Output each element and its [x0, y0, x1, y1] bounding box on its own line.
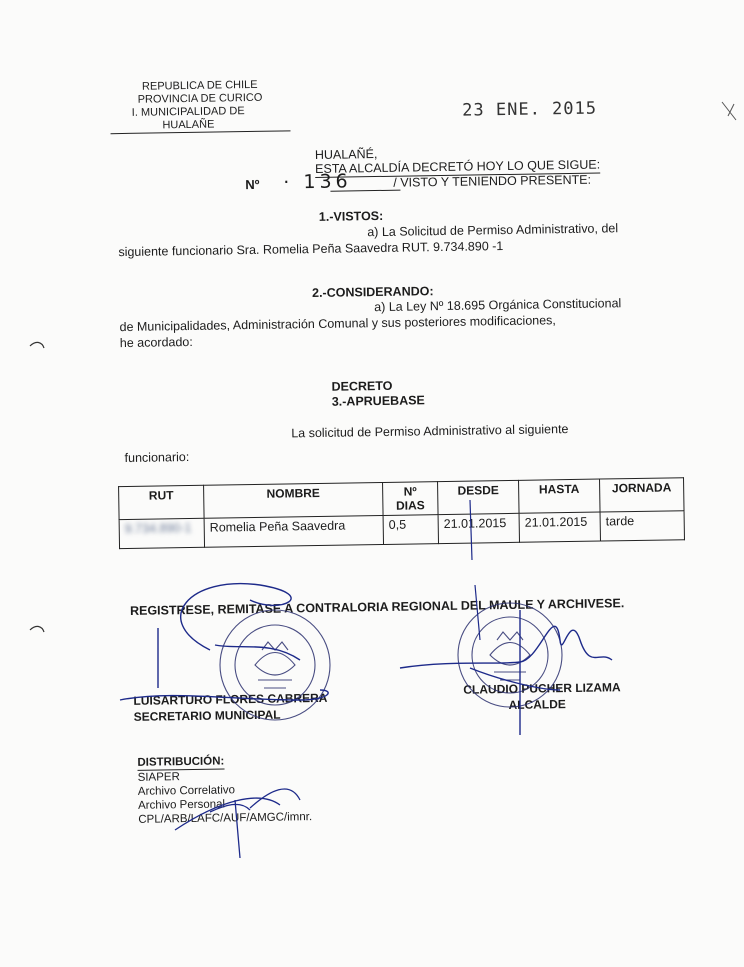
considerando-line3: he acordado: — [119, 334, 193, 351]
decreto-subtitle: 3.-APRUEBASE — [331, 393, 425, 409]
punch-mark-icon — [30, 342, 44, 348]
vistos-line1: a) La Solicitud de Permiso Administrativo, del — [367, 221, 619, 240]
initials-signature-icon — [175, 789, 300, 858]
letterhead-republic: REPUBLICA DE CHILE — [141, 78, 258, 93]
date-stamp: 23 ENE. 2015 — [462, 98, 598, 121]
right-signatory-name: CLAUDIO PUCHER LIZAMA — [463, 680, 621, 697]
vistos-line2: siguiente funcionario Sra. Romelia Peña Saavedra RUT. 9.734.890 -1 — [118, 239, 504, 260]
left-signature-icon — [120, 584, 328, 700]
pen-mark-icon — [470, 500, 480, 640]
right-signatory-title: ALCALDE — [508, 697, 566, 713]
letterhead-municipality: I. MUNICIPALIDAD DE HUALAÑE — [110, 104, 290, 134]
decreto-line2: funcionario: — [124, 449, 190, 466]
cell-desde: 21.01.2015 — [438, 513, 519, 543]
city-line: HUALAÑÉ, — [314, 147, 378, 162]
vistos-title: 1.-VISTOS: — [318, 208, 384, 224]
considerando-title: 2.-CONSIDERANDO: — [311, 284, 434, 301]
decree-number-prefix: Nº — [245, 176, 260, 193]
distribucion-item: SIAPER — [137, 771, 180, 784]
distribucion-item: Archivo Personal — [137, 798, 226, 812]
cell-nombre: Romelia Peña Saavedra — [204, 515, 383, 547]
left-signatory-title: SECRETARIO MUNICIPAL — [133, 707, 281, 724]
col-header-hasta: HASTA — [519, 479, 601, 513]
col-header-desde: DESDE — [438, 480, 520, 514]
distribucion-item: Archivo Correlativo — [137, 784, 236, 798]
considerando-line2: de Municipalidades, Administración Comunal y sus posteriores modificaciones, — [119, 313, 556, 335]
visto-line: / VISTO Y TENIENDO PRESENTE: — [393, 172, 592, 190]
col-header-nombre: NOMBRE — [204, 482, 383, 518]
left-signatory-name: LUISARTURO FLORES CABRERA — [133, 690, 328, 708]
closing-line: REGISTRESE, REMITASE A CONTRALORIA REGIONAL DEL MAULE Y ARCHIVESE. — [129, 596, 625, 618]
considerando-line1: a) La Ley Nº 18.695 Orgánica Constitucional — [374, 296, 622, 315]
distribucion-title: DISTRIBUCIÓN: — [137, 755, 225, 769]
col-header-dias: Nº DIAS — [383, 482, 439, 516]
punch-mark-icon — [30, 626, 44, 632]
municipal-seal-left-icon — [220, 610, 330, 720]
cell-dias: 0,5 — [383, 515, 438, 545]
col-header-rut: RUT — [119, 485, 205, 519]
cell-rut-redacted: 9.734.890-1 — [124, 520, 192, 537]
alcaldia-line: ESTA ALCALDÍA DECRETÓ HOY LO QUE SIGUE: — [314, 157, 601, 176]
letterhead-province: PROVINCIA DE CURICO — [137, 91, 263, 106]
municipal-seal-right-icon — [458, 603, 562, 707]
distribucion-item: CPL/ARB/LAFC/AUF/AMGC/imnr. — [138, 811, 313, 826]
decree-number: · 136 — [283, 170, 352, 194]
corner-mark-icon — [722, 102, 736, 120]
cell-hasta: 21.01.2015 — [519, 512, 600, 542]
decreto-line1: La solicitud de Permiso Administrativo al siguiente — [291, 422, 569, 441]
cell-jornada: tarde — [600, 511, 684, 541]
decreto-title: DECRETO — [331, 378, 393, 394]
col-header-jornada: JORNADA — [600, 478, 685, 512]
